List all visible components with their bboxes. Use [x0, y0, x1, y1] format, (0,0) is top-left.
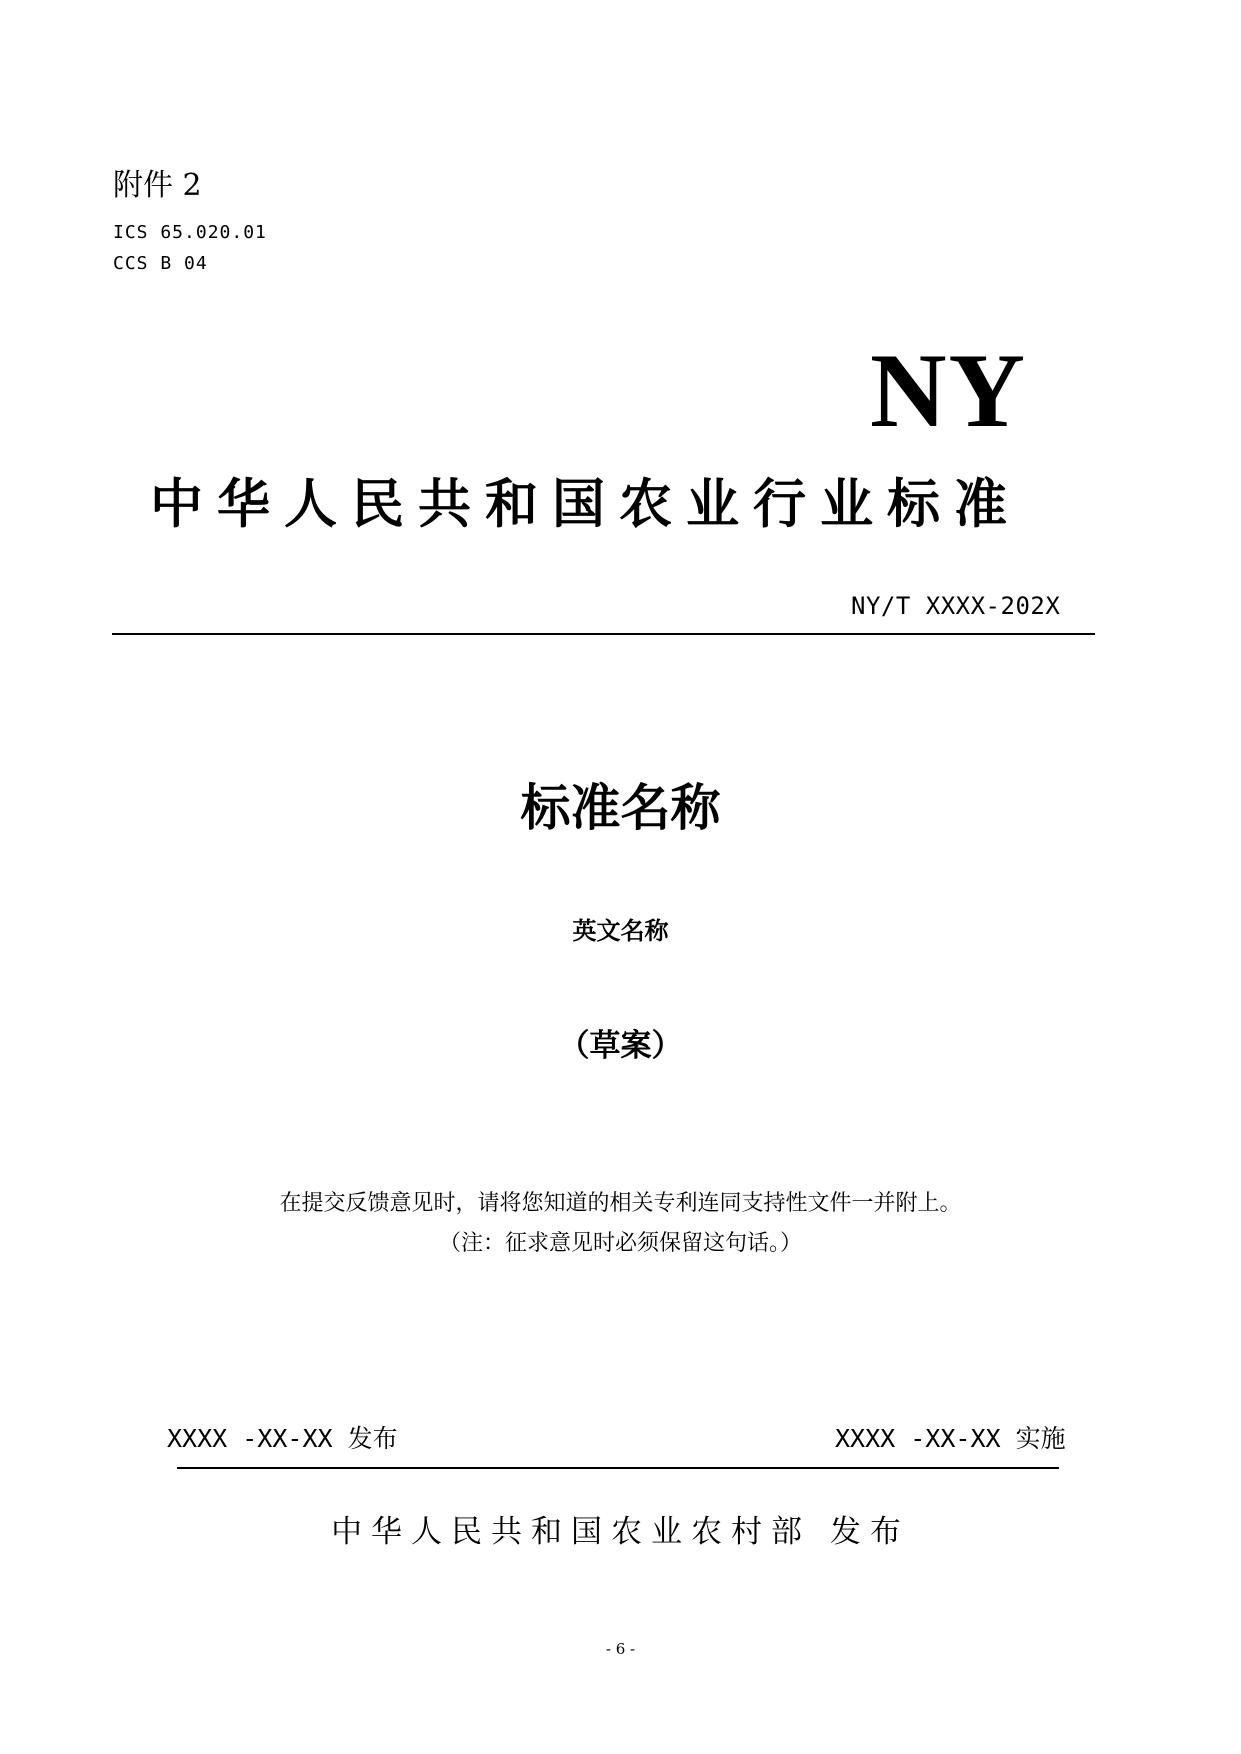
footer-divider	[177, 1467, 1059, 1469]
publish-date: XXXX -XX-XX 发布	[167, 1424, 398, 1453]
ccs-code: CCS B 04	[113, 253, 208, 274]
ics-code: ICS 65.020.01	[113, 222, 267, 243]
patent-notice: 在提交反馈意见时，请将您知道的相关专利连同支持性文件一并附上。	[279, 1191, 962, 1216]
standard-number: NY/T XXXX-202X	[851, 592, 1061, 620]
standard-title: 中华人民共和国农业行业标准	[150, 474, 1021, 535]
attachment-label: 附件 2	[113, 168, 202, 203]
document-name: 标准名称	[520, 779, 721, 837]
page-number: - 6 -	[605, 1640, 636, 1658]
issuing-authority: 中华人民共和国农业农村部 发布	[331, 1514, 910, 1550]
ny-logo: NY	[870, 332, 1028, 449]
document-english-name: 英文名称	[572, 917, 669, 945]
implement-date: XXXX -XX-XX 实施	[835, 1424, 1066, 1453]
header-divider	[112, 633, 1095, 635]
draft-status: （草案）	[558, 1028, 683, 1064]
patent-notice-note: （注：征求意见时必须保留这句话。）	[438, 1231, 802, 1256]
